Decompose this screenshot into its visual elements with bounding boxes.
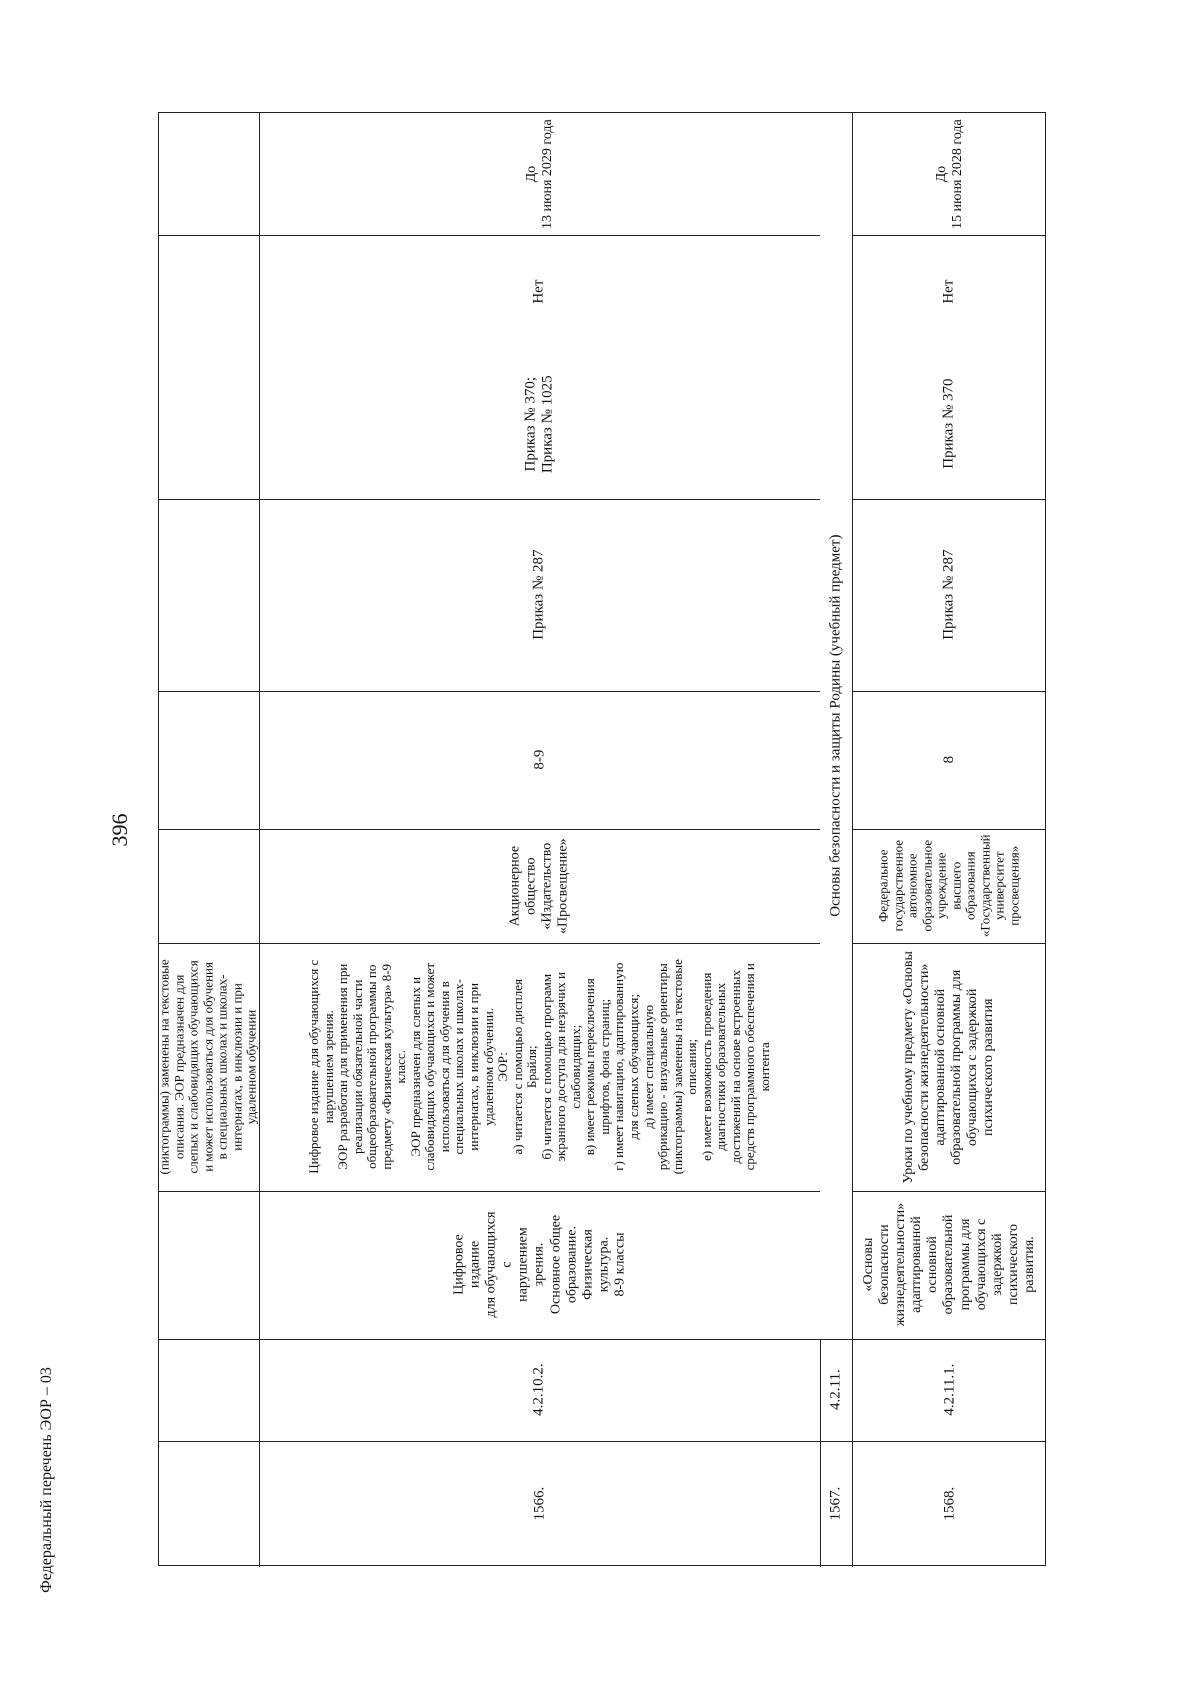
r1568-deadline: До 15 июня 2028 года: [933, 119, 965, 229]
r1566-organization-cell: [259, 829, 820, 943]
r1566-order-287: Приказ № 287: [530, 549, 547, 641]
r1568-description: Уроки по учебному предмету «Основы безопасности жизнедеятельности» адаптированной основной образовательной программы для обучающихся с задержкой психического развития: [901, 950, 997, 1184]
r1566-order370-cell: [259, 349, 820, 499]
r1568-code: 4.2.11.1.: [940, 1364, 957, 1416]
section-title-cell: [820, 113, 852, 1339]
r1566-code-cell: [259, 1339, 820, 1441]
r1568-grade: 8: [940, 756, 957, 764]
r1566-grade: 8-9: [530, 750, 547, 770]
r1568-num-cell: [852, 1441, 1047, 1567]
section-title: Основы безопасности и защиты Родины (учебный предмет): [827, 534, 844, 918]
r1566-order287-cell: [259, 499, 820, 691]
r1566-code: 4.2.10.2.: [530, 1363, 547, 1417]
r1566-deadline-cell: [259, 113, 820, 235]
eor-table: [158, 112, 1046, 1566]
r1568-order370-cell: [852, 349, 1047, 499]
r1566-order-370: Приказ № 370; Приказ № 1025: [522, 375, 556, 473]
r1568-flag: Нет: [940, 279, 957, 305]
r1565-description-cell: [159, 943, 259, 1191]
r1566-description-cell: [259, 943, 820, 1191]
r1566-grade-cell: [259, 691, 820, 829]
r1566-num: 1566.: [530, 1487, 547, 1521]
r1567-num: 1567.: [827, 1487, 844, 1521]
r1568-flag-cell: [852, 235, 1047, 349]
r1567-code: 4.2.11.: [827, 1369, 844, 1411]
r1567-num-cell: [820, 1441, 852, 1567]
r1568-grade-cell: [852, 691, 1047, 829]
r1568-deadline-cell: [852, 113, 1047, 235]
r1568-name: «Основы безопасности жизнедеятельности» адаптированной основной образовательной программы для обучающихся с задержкой психического развития.: [860, 1203, 1037, 1327]
r1566-num-cell: [259, 1441, 820, 1567]
r1566-flag-cell: [259, 235, 820, 349]
r1566-flag: Нет: [530, 279, 547, 305]
footer: Федеральный перечень ЭОР – 03: [38, 1367, 56, 1593]
r1568-num: 1568.: [940, 1487, 957, 1521]
r1565-description: (пиктограммы) заменены на текстовые описания. ЭОР предназначен для слепых и слабовидящих обучающихся и может использоваться для обучения в специальных школах и школах- интернатах, в инклюзии и при удаленном обучении: [157, 959, 260, 1175]
page-number: 396: [107, 813, 132, 847]
r1566-organization: Акционерное общество «Издательство «Просвещение»: [507, 838, 571, 934]
r1568-description-cell: [852, 943, 1047, 1191]
r1568-order287-cell: [852, 499, 1047, 691]
r1566-name-cell: [259, 1191, 820, 1339]
r1568-organization-cell: [852, 829, 1047, 943]
r1568-code-cell: [852, 1339, 1047, 1441]
r1566-deadline: До 13 июня 2029 года: [523, 119, 555, 229]
r1568-order-287: Приказ № 287: [940, 549, 957, 641]
r1566-description: Цифровое издание для обучающихся с нарушением зрения. ЭОР разработан для применения при реализации обязательной части общеобразовательной программы по предмету «Физическая культура» 8-9 класс. ЭОР предназначен для слепых и слабовидящих обучающихся и может использоваться для обучения в специальных школах и школах- интернатах, в инклюзии и при удаленном обучении. ЭОР: а) читается с помощью дисплея Брайля; б) читается с помощью программ экранного доступа для незрячих и слабовидящих; в) имеет режимы переключения шрифтов, фона страниц; г) имеет навигацию, адаптированную для слепых обучающихся; д) имеет специальную рубрикацию - визуальные ориентиры (пиктограммы) заменены на текстовые описания; е) имеет возможность проведения диагностики образовательных достижений на основе встроенных средств программного обеспечения и контента: [305, 959, 772, 1175]
r1566-name: Цифровое издание для обучающихся с нарушением зрения. Основное общее образование. Физическая культура. 8-9 классы: [450, 1212, 627, 1318]
r1567-code-cell: [820, 1339, 852, 1441]
r1568-name-cell: [852, 1191, 1047, 1339]
r1568-organization: Федеральное государственное автономное образовательное учреждение высшего образования «Государственный университет просвещения»: [875, 834, 1022, 938]
r1568-order-370: Приказ № 370: [940, 378, 957, 470]
